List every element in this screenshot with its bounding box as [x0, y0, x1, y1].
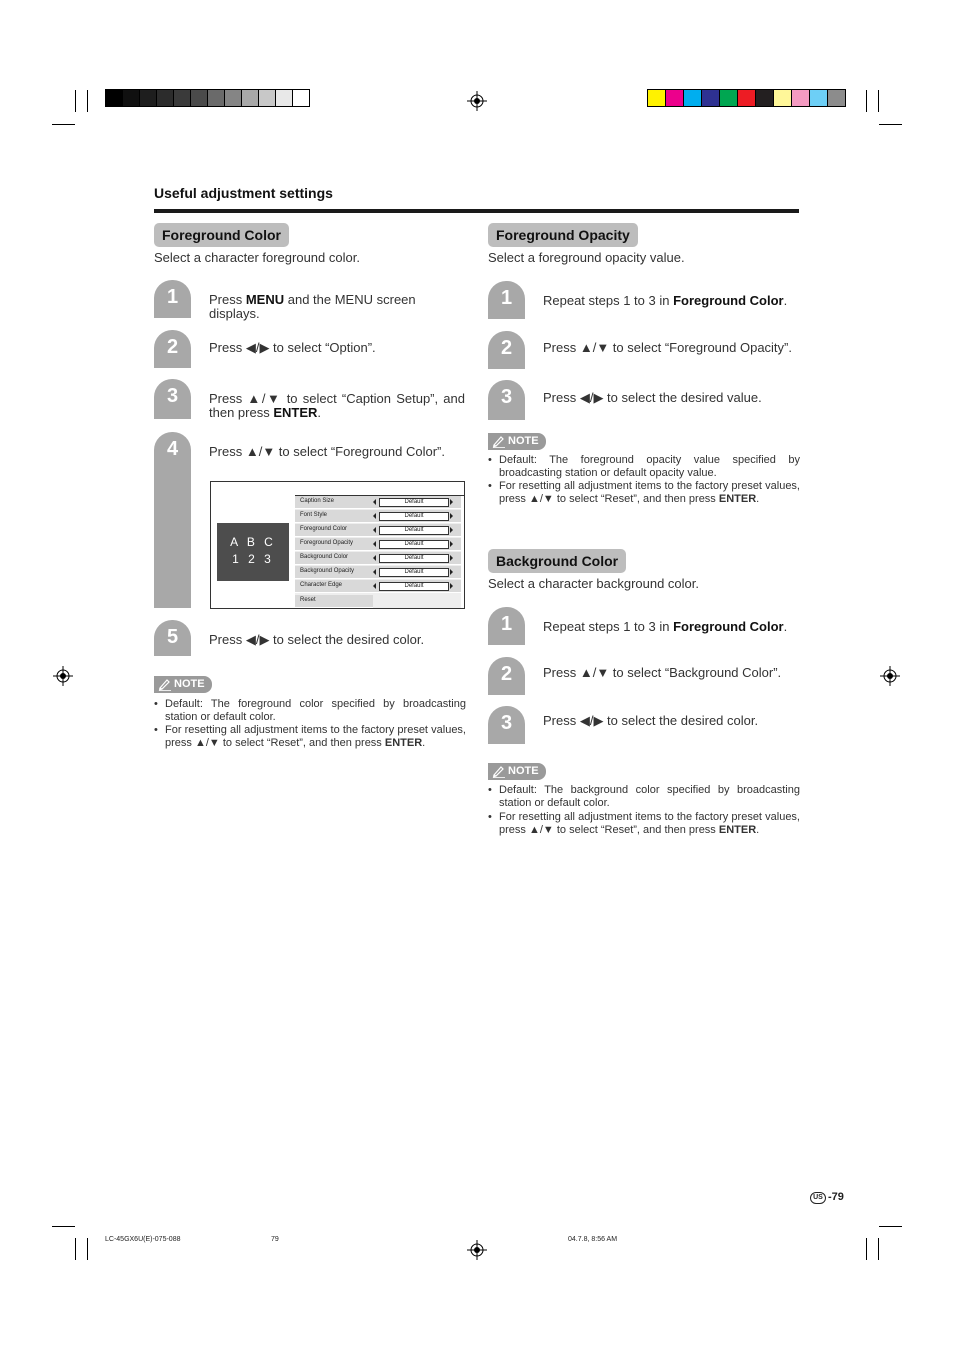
menu-row[interactable]: [295, 552, 461, 565]
step-4-text: Press ▲/▼ to select “Foreground Color”.: [209, 444, 445, 459]
foreground-opacity-description: Select a foreground opacity value.: [488, 250, 685, 265]
menu-row-label: Caption Size: [300, 498, 335, 504]
right-arrow-icon: [450, 513, 453, 519]
menu-reset-label: Reset: [300, 597, 316, 603]
caption-preview-line-1: A B C: [230, 535, 276, 549]
calibration-swatch: [809, 89, 828, 107]
right-arrow-icon: [450, 569, 453, 575]
left-arrow-icon: [373, 513, 376, 519]
step-number-3: 3: [488, 380, 525, 420]
note-badge: [154, 676, 212, 693]
menu-row[interactable]: [295, 580, 461, 593]
pencil-icon: [158, 677, 172, 691]
pencil-icon: [492, 764, 506, 778]
step-number-2: 2: [488, 331, 525, 369]
calibration-swatch: [173, 89, 191, 107]
step-2-text: Press ▲/▼ to select “Foreground Opacity”.: [543, 340, 792, 355]
menu-row[interactable]: [295, 496, 461, 509]
step-number-2: 2: [488, 657, 525, 695]
foreground-color-description: Select a character foreground color.: [154, 250, 360, 265]
step-3-text: Press ◀/▶ to select the desired value.: [543, 390, 762, 405]
caption-preview-line-2: 1 2 3: [232, 552, 274, 566]
calibration-swatch: [665, 89, 684, 107]
foreground-color-heading: Foreground Color: [154, 223, 289, 247]
background-color-description: Select a character background color.: [488, 576, 700, 591]
note-item: • For resetting all adjustment items to the factory preset values, press ▲/▼ to select “Reset”, and then press ENTER.: [154, 724, 466, 749]
menu-row[interactable]: [295, 538, 461, 551]
caption-setup-menu-screen: [210, 481, 465, 609]
step-1-text: Repeat steps 1 to 3 in Foreground Color.: [543, 619, 788, 634]
step-number-3: 3: [488, 706, 525, 744]
note-item: • Default: The foreground color specified by broadcasting station or default color.: [154, 698, 466, 723]
left-arrow-icon: [373, 527, 376, 533]
step-5-text: Press ◀/▶ to select the desired color.: [209, 632, 425, 647]
left-arrow-icon: [373, 583, 376, 589]
step-number-1: 1: [488, 607, 525, 645]
note-label: NOTE: [174, 678, 205, 690]
menu-row-label: Background Opacity: [300, 568, 355, 574]
menu-list: [295, 496, 461, 608]
note-label: NOTE: [508, 435, 539, 447]
header-rule: [154, 209, 799, 213]
step-2-text: Press ◀/▶ to select “Option”.: [209, 340, 376, 355]
step-3-text: Press ▲/▼ to select “Caption Setup”, and then press ENTER.: [209, 391, 465, 420]
footer-file-name: LC-45GX6U(E)-075-088: [105, 1236, 181, 1243]
menu-row-value: Default: [379, 526, 449, 535]
note-item: • Default: The background color specified by broadcasting station or default color.: [488, 784, 800, 809]
registration-mark-right: [880, 666, 900, 686]
menu-row-value: Default: [379, 582, 449, 591]
menu-row-value: Default: [379, 540, 449, 549]
calibration-swatch: [122, 89, 140, 107]
calibration-swatch: [292, 89, 310, 107]
menu-row-label: Foreground Opacity: [300, 540, 354, 546]
menu-reset-row[interactable]: [295, 595, 373, 608]
right-arrow-icon: [450, 541, 453, 547]
calibration-swatch: [647, 89, 666, 107]
calibration-swatch: [105, 89, 123, 107]
footer-timestamp: 04.7.8, 8:56 AM: [568, 1236, 618, 1243]
calibration-swatch: [719, 89, 738, 107]
left-arrow-icon: [373, 555, 376, 561]
foreground-opacity-heading: Foreground Opacity: [488, 223, 638, 247]
calibration-swatch: [207, 89, 225, 107]
menu-title-bar: [295, 482, 465, 496]
step-number-1: 1: [488, 281, 525, 319]
menu-row[interactable]: [295, 524, 461, 537]
calibration-swatch: [258, 89, 276, 107]
right-arrow-icon: [450, 555, 453, 561]
calibration-swatch: [156, 89, 174, 107]
note-item: • For resetting all adjustment items to the factory preset values, press ▲/▼ to select “Reset”, and then press ENTER.: [488, 811, 800, 836]
menu-row-value: Default: [379, 554, 449, 563]
menu-row-label: Foreground Color: [300, 526, 348, 532]
calibration-swatch: [683, 89, 702, 107]
calibration-swatch: [224, 89, 242, 107]
calibration-swatch: [701, 89, 720, 107]
page-number: -79: [828, 1191, 844, 1203]
step-number-4: 4: [154, 432, 191, 608]
note-item: • For resetting all adjustment items to the factory preset values, press ▲/▼ to select “Reset”, and then press ENTER.: [488, 480, 800, 505]
region-badge: US: [810, 1192, 826, 1204]
menu-row-value: Default: [379, 498, 449, 507]
menu-row-value: Default: [379, 512, 449, 521]
note-item: • Default: The foreground opacity value specified by broadcasting station or default opacity value.: [488, 454, 800, 479]
step-1-text: Repeat steps 1 to 3 in Foreground Color.: [543, 293, 788, 308]
menu-row-value: Default: [379, 568, 449, 577]
note-label: NOTE: [508, 765, 539, 777]
step-2-text: Press ▲/▼ to select “Background Color”.: [543, 665, 782, 680]
calibration-swatch: [773, 89, 792, 107]
pencil-icon: [492, 434, 506, 448]
menu-row-label: Font Style: [300, 512, 328, 518]
calibration-swatch: [190, 89, 208, 107]
right-arrow-icon: [450, 499, 453, 505]
note-badge: [488, 763, 546, 780]
left-arrow-icon: [373, 569, 376, 575]
calibration-swatch: [139, 89, 157, 107]
menu-row-label: Background Color: [300, 554, 349, 560]
step-number-2: 2: [154, 330, 191, 368]
registration-mark-bottom: [467, 1240, 487, 1260]
right-arrow-icon: [450, 527, 453, 533]
step-number-1: 1: [154, 280, 191, 318]
step-1-text: Press MENU and the MENU screen displays.: [209, 292, 416, 321]
registration-mark-top: [467, 91, 487, 111]
background-color-heading: Background Color: [488, 549, 626, 573]
left-arrow-icon: [373, 541, 376, 547]
step-number-5: 5: [154, 620, 191, 656]
menu-row[interactable]: [295, 566, 461, 579]
left-arrow-icon: [373, 499, 376, 505]
registration-mark-left: [53, 666, 73, 686]
calibration-swatch: [241, 89, 259, 107]
menu-row[interactable]: [295, 510, 461, 523]
calibration-swatch: [737, 89, 756, 107]
footer-sheet-number: 79: [271, 1236, 279, 1243]
step-3-text: Press ◀/▶ to select the desired color.: [543, 713, 759, 728]
step-number-3: 3: [154, 379, 191, 419]
calibration-swatch: [275, 89, 293, 107]
caption-preview-box: [217, 523, 289, 581]
menu-row-label: Character Edge: [300, 582, 343, 588]
calibration-swatch: [755, 89, 774, 107]
note-badge: [488, 433, 546, 450]
calibration-swatch: [827, 89, 846, 107]
calibration-swatch: [791, 89, 810, 107]
right-arrow-icon: [450, 583, 453, 589]
page-section-title: Useful adjustment settings: [154, 185, 333, 201]
